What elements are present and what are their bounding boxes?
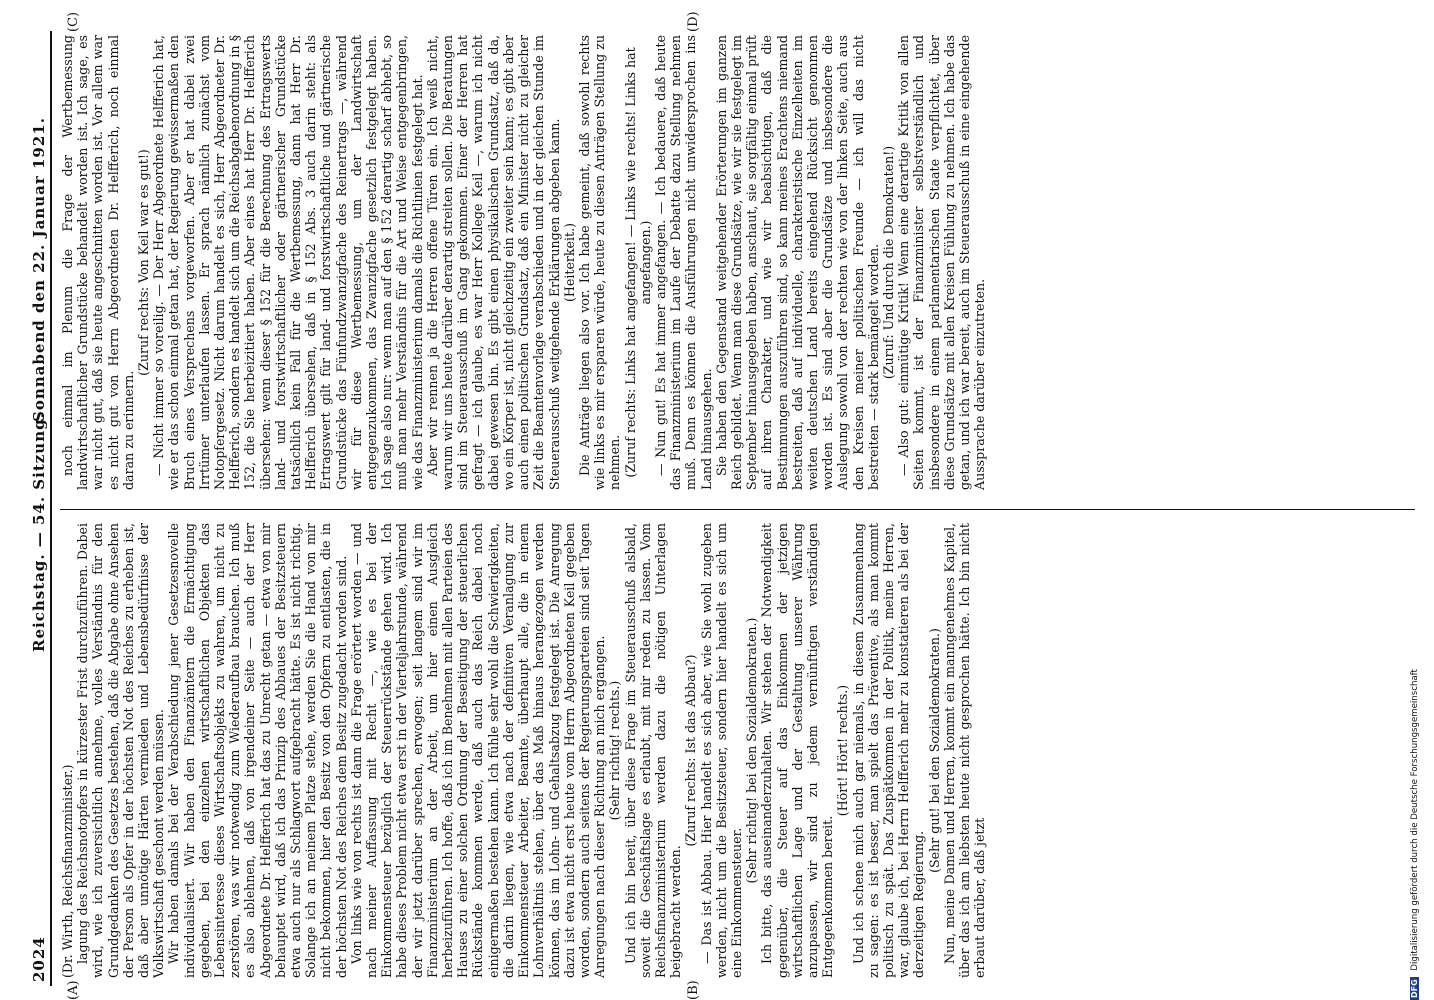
paragraph: Sie haben den Gegenstand weitgehender Erörterungen im ganzen Reich gebildet. Wenn man diese Grundsätze, wie wir sie festgelegt im September hinausgegeben haben, anschaut, sie sorgfältig einmal prüft auf ihren Charakter, und wie wir beabsichtigen, daß die Bestimmungen auszuführen sind, so kann meines Erachtens niemand bestreiten, daß auf individuelle, charakteristische Einzelheiten im weiten deutschen Land bereits eingehend Rücksicht genommen worden ist. Es sind aber die Grundsätze und insbesondere die Auslegung sowohl von der rechten wie von der linken Seite, auch aus den Kreisen meiner politischen Freunde — ich will das nicht bestreiten — stark bemängelt worden.	[713, 35, 881, 490]
margin-letter-b: (B)	[686, 980, 701, 1000]
paragraph: (Dr. Wirth, Reichsfinanzminister.)	[60, 764, 75, 978]
margin-letter-d: (D)	[686, 11, 701, 32]
column-divider	[60, 509, 1415, 510]
paragraph: Von links wie von rechts ist dann die Frage erörtert worden — und nach meiner Auffassung mit Recht —, wie es bei der Einkommensteuer bezüglich der Steuerrückstände gehen wird. Ich habe dieses Problem nicht etwa erst in der Vierteljahrstunde, während der wir jetzt darüber sprechen, erwogen; seit langem sind wir im Finanzministerium an der Arbeit, um hier einen Ausgleich herbeizuführen. Ich hoffe, daß ich im Benehmen mit allen Parteien des Hauses zu einer solchen Ordnung der Beseitigung der steuerlichen Rückstände kommen werde, daß auch das Reich dabei noch einigermaßen bestehen kann. Ich fühle sehr wohl die Schwierigkeiten, die darin liegen, wie etwa nach der definitiven Veranlagung zur Einkommensteuer Arbeiter, Beamte, überhaupt alle, die in einem Lohnverhältnis stehen, über das Maß hinaus herangezogen werden können, das im Lohn- und Gehaltsabzug festgelegt ist. Die Anregung dazu ist etwa nicht erst heute vom Herrn Abgeordneten Keil gegeben worden, sondern auch seitens der Regierungsparteien sind seit Tagen Anregungen nach dieser Richtung an mich ergangen.	[348, 523, 608, 978]
paragraph: Ich bitte, das auseinanderzuhalten. Wir stehen der Notwendigkeit gegenüber, die Steuer auf das Einkommen der jetzigen wirtschaftlichen Lage und der Gestaltung unserer Währung anzupassen, wir sind zu jedem vernünftigen verständigen Entgegenkommen bereit.	[759, 523, 836, 978]
page-number: 2024	[30, 936, 48, 982]
interjection: (Hört! Hört! rechts.)	[835, 684, 851, 817]
paragraph: Aber wir rennen ja die Herren offene Türen ein. Ich weiß nicht, warum wir uns heute darüber derartig streiten sollen. Die Beratungen sind im Steuerausschuß im Gang gekommen. Einer der Herren hat gefragt — ich glaube, es war Herr Kollege Keil —, warum ich nicht dabei gewesen bin. Es gibt einen physikalischen Grundsatz, daß da, wo ein Körper ist, nicht gleichzeitig ein zweiter sein kann; es gibt aber auch einen politischen Grundsatz, daß ein Minister nicht zu gleicher Zeit die Beamtenvorlage verabschieden und in der gleichen Stunde im Steuerausschuß weitgehende Erklärungen abgeben kann.	[424, 35, 562, 490]
paragraph: — Nicht immer so voreilig. — Der Herr Abgeordnete Helfferich hat, wie er das schon einmal getan hat, der Regierung gewissermaßen den Bruch eines Versprechens vorgeworfen. Aber er hat dabei zwei Irrtümer unterlaufen lassen. Er sprach nämlich zunächst vom Notopfergesetz. Nicht darum handelt es sich, Herr Abgeordneter Dr. Helfferich, sondern es handelt sich um die Reichsabgabenordnung in § 152, die Sie herbeizitiert haben. Aber eines hat Herr Dr. Helfferich übersehen: wenn dieser § 152 für die Berechnung des Ertragswerts land- und forstwirtschaftlicher oder gärtnerischer Grundstücke tatsächlich kein Fall für die Wertbemessung, dann hat Herr Dr. Helfferich übersehen, daß in § 152 Abs. 3 auch darin steht: als Ertragswert gilt für land- und forstwirtschaftliche und gärtnerische Grundstücke das Fünfundzwanzigfache des Reinertrags —, während wir für diese Wertbemessung, um der Landwirtschaft entgegenzukommen, das Zwanzigfache gesetzlich festgelegt haben. Ich sage also nur: wenn man auf den § 152 derartig scharf abhebt, so muß man mehr Verständnis für die Art und Weise entgegenbringen, wie das Finanzministerium damals die Richtlinien festgelegt hat.	[151, 35, 425, 490]
footer-text: Digitalisierung gefördert durch die Deutsche Forschungsgemeinschaft	[1410, 669, 1420, 971]
paragraph: Wir haben damals bei der Verabschiedung jener Gesetzesnovelle individualisiert. Wir haben den Finanzämtern die Ermächtigung gegeben, bei den einzelnen wirtschaftlichen Objekten das Lebensinteresse dieses Wirtschaftsobjekts zu wahren, um nicht zu zerstören, was wir notwendig zum Wiederaufbau brauchen. Ich muß es also ablehnen, daß von irgendeiner Seite — auch der Herr Abgeordnete Dr. Helfferich hat das zu Unrecht getan — etwa von mir behauptet wird, daß ich das Prinzip des Abbaues der Besitzsteuern etwa auch nur als Schlagwort aufgebracht hätte. Es ist nicht richtig. Solange ich an meinem Platze stehe, werden Sie die Hand von mir nicht bekommen, hier den Besitz von den Opfern zu entlasten, die in der höchsten Not des Reiches dem Besitz zugedacht worden sind.	[166, 523, 349, 978]
footer	[1410, 0, 1420, 1000]
margin-letter-a: (A)	[66, 980, 81, 1000]
left-text-column	[60, 523, 1415, 978]
interjection: (Sehr richtig! bei den Sozialdemokraten.)	[744, 617, 760, 884]
header-rule	[50, 31, 52, 986]
paragraph: — Das ist Abbau. Hier handelt es sich aber, wie Sie wohl zugeben werden, nicht um die Besitzsteuer, sondern hier handelt es sich um eine Einkommensteuer.	[698, 523, 744, 978]
session-date: Sonnabend den 22. Januar 1921.	[30, 117, 48, 422]
page-title: Reichstag. — 54. Sitzung.	[30, 412, 48, 652]
interjection: (Sehr gut! bei den Sozialdemokraten.)	[926, 628, 942, 873]
paragraph: — Nun gut! Es hat immer angefangen. — Ich bedauere, daß heute das Finanzministerium im Laufe der Debatte dazu Stellung nehmen muß. Denn es können die Ausführungen nicht unwidersprochen ins Land hinausgehen.	[652, 35, 714, 490]
paragraph: noch einmal im Plenum die Frage der Wertbemessung landwirtschaftlicher Grundstücke behandelt worden ist. Ich sage, es war nicht gut, daß sie heute angeschnitten worden ist. Vor allem war es nicht gut von Herrn Abgeordneten Dr. Helfferich, noch einmal daran zu erinnern.	[60, 35, 136, 490]
interjection: (Zuruf rechts: Von Keil war es gut!)	[136, 149, 152, 376]
right-text-column	[60, 35, 1415, 490]
paragraph: Und ich bin bereit, über diese Frage im Steuerausschuß alsbald, soweit die Geschäftslage es erlaubt, mit mir reden zu lassen. Vom Reichsfinanzministerium werden dazu die nötigen Unterlagen beigebracht werden.	[622, 523, 684, 978]
interjection: (Zuruf: Und durch die Demokraten!)	[880, 145, 896, 380]
interjection: (Zuruf rechts: Links hat angefangen! — Links wie rechts! Links hat angefangen.)	[622, 47, 653, 478]
interjection: (Sehr richtig! rechts.)	[607, 680, 623, 821]
paragraph: Nun, meine Damen und Herren, kommt ein manngenehmes Kapitel, über das ich am liebsten heute nicht gesprochen hätte. Ich bin nicht erbaut darüber, daß jetzt	[941, 523, 988, 978]
dfg-logo: DFG	[1410, 979, 1419, 998]
paragraph: Die Anträge liegen also vor. Ich habe gemeint, daß sowohl rechts wie links es mir ersparen würde, heute zu diesen Anträgen Stellung zu nehmen.	[576, 35, 623, 490]
paragraph: — Also gut: einmütige Kritik! Wenn eine derartige Kritik von allen Seiten kommt, ist der Finanzminister selbstverständlich und insbesondere in einem parlamentarischen Staate verpflichtet, über diese Grundsätze mit allen Kreisen Fühlung zu nehmen. Ich habe das getan, und ich war bereit, auch im Steuerausschuß in eine eingehende Aussprache darüber einzutreten.	[896, 35, 988, 490]
paragraph: Und ich schene mich auch gar niemals, in diesem Zusammenhang zu sagen: es ist besser, man spielt das Präventive, als man kommt politisch zu spät. Das Zuspätkommen in der Politik, meine Herren, war, glaube ich, bei Herrn Helfferich mehr zu konstatieren als bei der derzeitigen Regierung.	[850, 523, 927, 978]
paragraph: lagung des Reichsnotopfers in kürzester Frist durchzuführen. Dabei wird, wie ich zuversichtlich annehme, volles Verständnis für den Grundgedanken des Gesetzes bestehen, daß die Abgabe ohne Ansehen der Person als Opfer in der höchsten Not des Reiches zu erheben ist, daß aber unnötige Härten vermieden und Lebensbedürfnisse der Volkswirtschaft geschont werden müssen.	[75, 523, 167, 978]
margin-letter-c: (C)	[66, 11, 81, 32]
interjection: (Heiterkeit.)	[561, 223, 577, 302]
interjection: (Zuruf rechts: Ist das Abbau?)	[683, 654, 699, 847]
